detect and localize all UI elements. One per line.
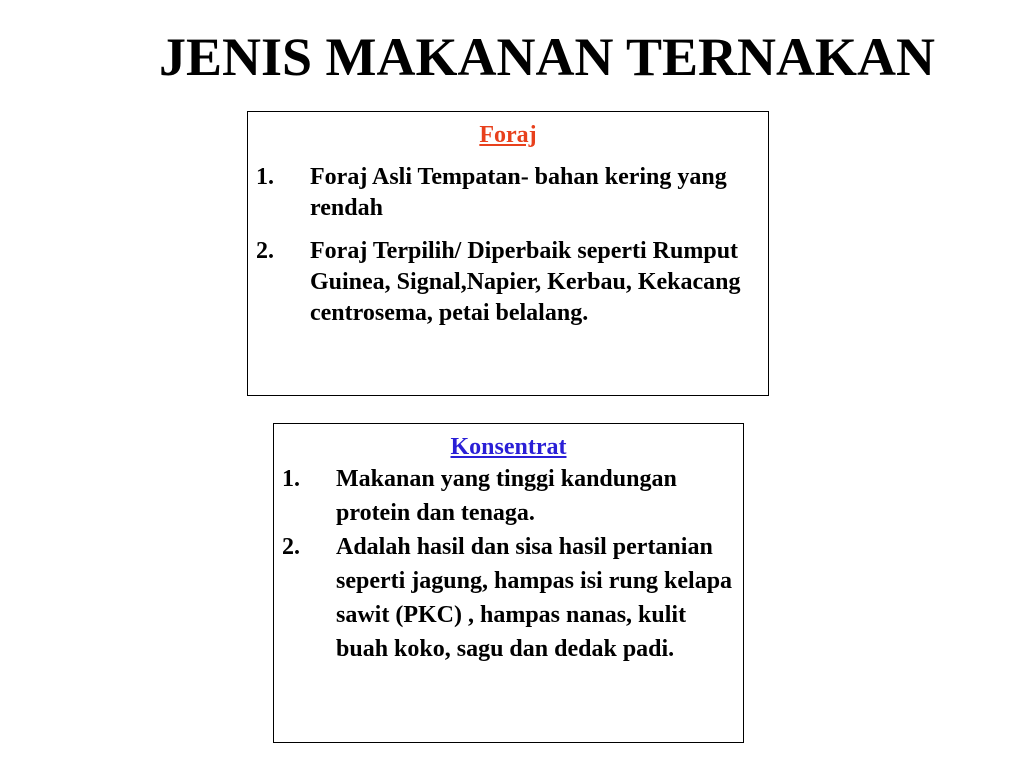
list-item — [256, 162, 760, 224]
list-item-text: Adalah hasil dan sisa hasil pertanian seperti jagung, hampas isi rung kelapa sawit (PKC) , hampas nanas, kulit buah koko, sagu dan dedak padi. — [336, 534, 733, 662]
list-item-text: Foraj Terpilih/ Diperbaik seperti Rumput Guinea, Signal,Napier, Kerbau, Kekacang centrosema, petai belalang. — [310, 238, 741, 326]
list-item-number: 2. — [256, 238, 274, 264]
list-item-number: 1. — [256, 164, 274, 190]
list-item-text: Foraj Asli Tempatan- bahan kering yang rendah — [310, 164, 727, 221]
list-item-number: 2. — [282, 534, 300, 560]
konsentrat-heading: Konsentrat — [450, 434, 567, 460]
slide-title: JENIS MAKANAN TERNAKAN — [158, 27, 936, 87]
foraj-box — [247, 111, 769, 396]
list-item-text: Makanan yang tinggi kandungan protein dan tenaga. — [336, 466, 677, 526]
foraj-heading: Foraj — [479, 122, 537, 148]
list-item-number: 1. — [282, 466, 300, 492]
konsentrat-box — [273, 423, 744, 743]
list-item — [256, 236, 760, 329]
list-item — [282, 530, 735, 666]
list-item — [282, 462, 735, 530]
